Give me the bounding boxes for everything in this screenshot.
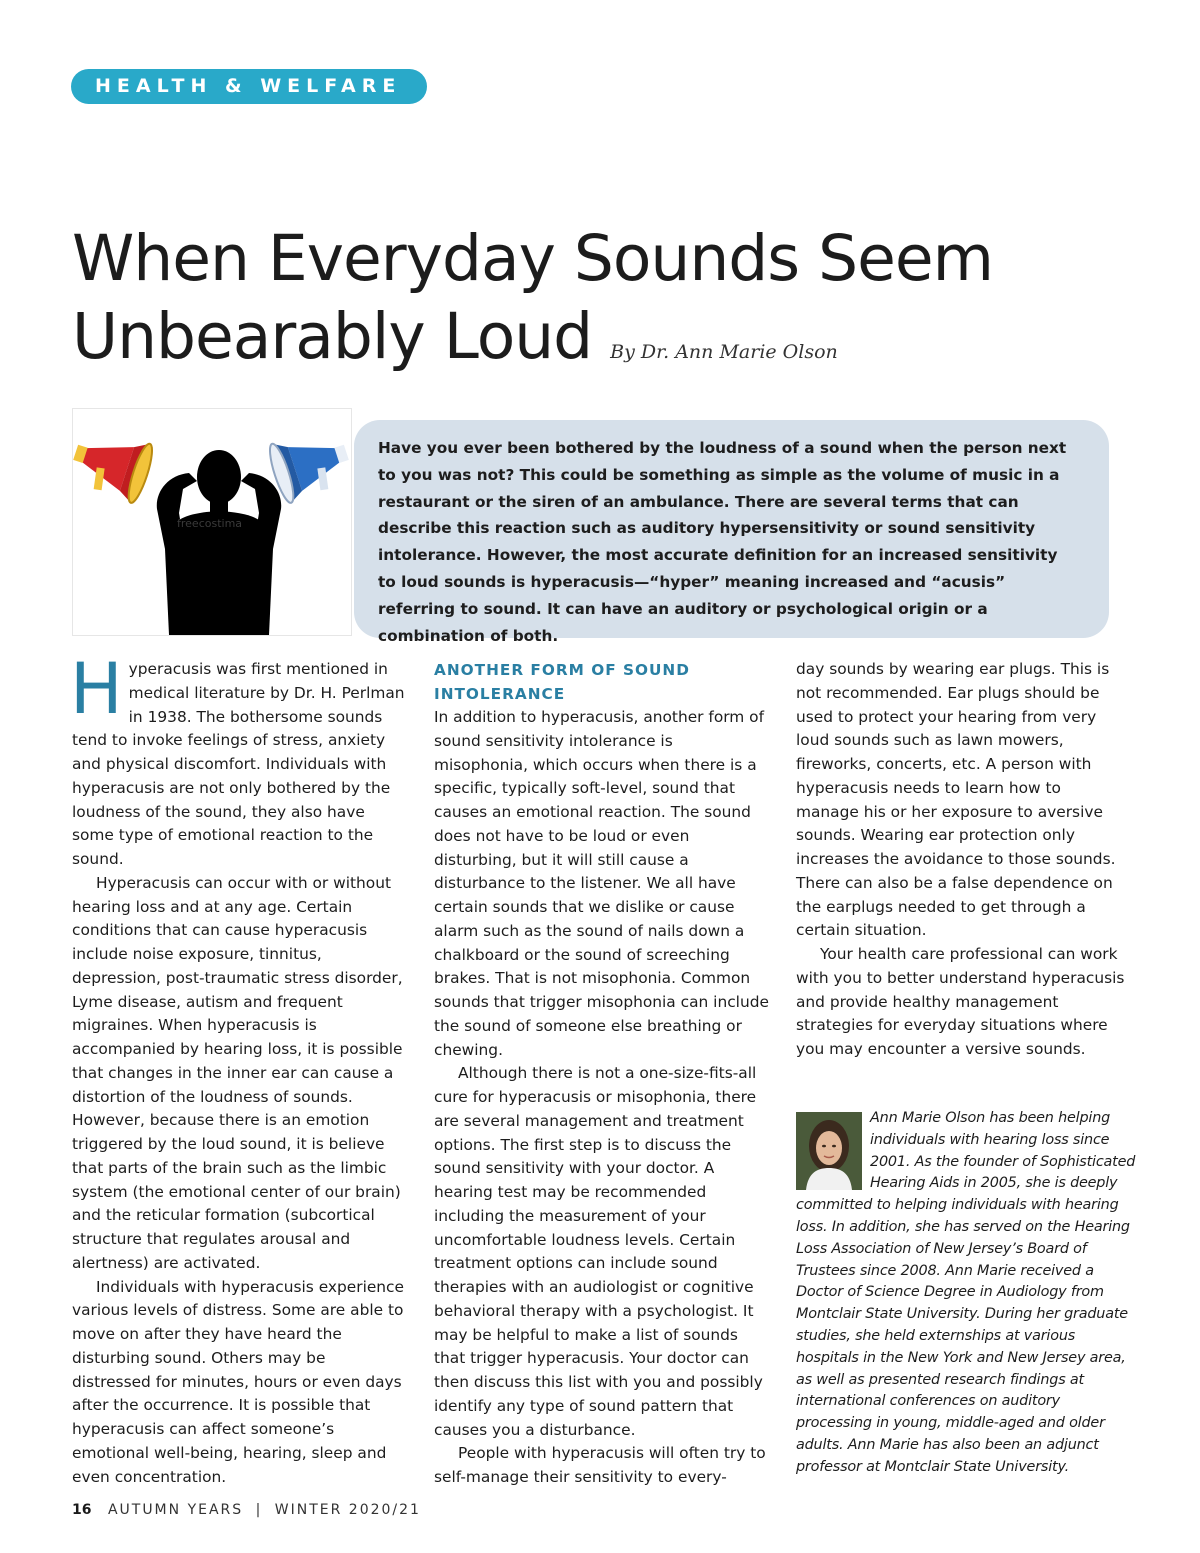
col1-paragraph-2: Hyperacusis can occur with or without hearing loss and at any age. Certain conditions that can cause hyperacusis include noise exposure, tinnitus, depression, post-traumatic stress disorder, Lyme disease, autism and frequent migraines. When hyperacusis is accompanied by hearing loss, it is possible that changes in the inner ear can cause a distortion of the loudness of sounds. However, because there is an emotion triggered by the loud sound, it is believe that parts of the brain such as the limbic system (the emotional center of our brain) and the reticular formation (subcortical structure that regulates arousal and alertness) are activated. [72,873,403,1272]
col2-paragraph-2: Although there is not a one-size-fits-all cure for hyperacusis or misophonia, there are several management and treatment options. The first step is to discuss the sound sensitivity with your doctor. A hearing test may be recommended including the measurement of your uncomfortable loudness levels. Certain treatment options can include sound therapies with an audiologist or cognitive behavioral therapy with a psychologist. It may be helpful to make a list of sounds that trigger hyperacusis. Your doctor can then discuss this list with you and possibly identify any type of sound pattern that causes you a disturbance. [434,1064,763,1439]
page-footer [72,1502,421,1518]
title-line-2 [72,298,1152,391]
col1-paragraph-1-text: yperacusis was first mentioned in medical literature by Dr. H. Perlman in 1938. The bothersome sounds tend to invoke feelings of stress, anxiety and physical discomfort. Individuals with hyperacusis are not only bothered by the loudness of the sound, they also have some type of emotional reaction to the sound. [72,660,405,868]
col1-paragraph-3: Individuals with hyperacusis experience various levels of distress. Some are able to move on after they have heard the disturbing sound. Others may be distressed for minutes, hours or even days after the occurrence. It is possible that hyperacusis can affect someone’s emotional well-being, hearing, sleep and even concentration. [72,1277,404,1486]
intro-callout [354,420,1109,645]
intro-text: Have you ever been bothered by the loudness of a sound when the person next to you was not? This could be something as simple as the volume of music in a restaurant or the siren of an ambulance. There are several terms that can describe this reaction such as auditory hypersensitivity or sound sensitivity intolerance. However, the most accurate definition for an increased sensitivity to loud sounds is hyperacusis—“hyper” meaning increased and “acusis” referring to sound. It can have an auditory or psychological origin or a combination of both. [378,439,1067,645]
hero-image [72,408,352,636]
footer-separator: | [255,1502,263,1518]
col3-paragraph-2: Your health care professional can work with you to better understand hyperacusis and provide healthy management strategies for everyday situations where you may encounter a versive sounds. [796,945,1125,1058]
publication-name: AUTUMN YEARS [107,1502,244,1518]
col1-paragraph-1 [70,648,407,872]
section-subhead: ANOTHER FORM OF SOUND INTOLERANCE [434,661,690,703]
col3-paragraph-1: day sounds by wearing ear plugs. This is not recommended. Ear plugs should be used to protect your hearing from very loud sounds such as lawn mowers, fireworks, concerts, etc. A person with hyperacusis needs to learn how to manage his or her exposure to aversive sounds. Wearing ear protection only increases the avoidance to those sounds. There can also be a false dependence on the earplugs needed to get through a certain situation. [796,660,1116,940]
author-photo [796,1112,862,1190]
column-2 [434,658,770,1490]
column-3 [796,658,1126,1062]
page-number: 16 [72,1502,92,1518]
hero-watermark: freecostima [177,517,243,530]
article-title [72,220,1152,391]
title-line-1: When Everyday Sounds Seem [72,222,993,295]
issue-date: WINTER 2020/21 [274,1502,421,1518]
col2-paragraph-3: People with hyperacusis will often try to self-manage their sensitivity to every- [434,1444,766,1486]
col2-paragraph-1: In addition to hyperacusis, another form of sound sensitivity intolerance is misophonia, which occurs when there is a specific, typically soft-level, sound that causes an emotional reaction. The sound does not have to be loud or even disturbing, but it will still cause a disturbance to the listener. We all have certain sounds that we dislike or cause alarm such as the sound of nails down a chalkboard or the sound of screeching brakes. That is not misophonia. Common sounds that trigger misophonia can include the sound of someone else breathing or chewing. [434,708,769,1059]
byline: By Dr. Ann Marie Olson [610,341,838,363]
title-line-2-text: Unbearably Loud [72,300,593,373]
dropcap: H [70,648,123,730]
author-bio-text: Ann Marie Olson has been helping individuals with hearing loss since 2001. As the founder of Sophisticated Hearing Aids in 2005, she is deeply committed to helping individuals with hearing loss. In addition, she has served on the Hearing Loss Association of New Jersey’s Board of Trustees since 2008. Ann Marie received a Doctor of Science Degree in Audiology from Montclair State University. During her graduate studies, she held externships at various hospitals in the New York and New Jersey area, as well as presented research findings at international conferences on auditory processing in young, middle-aged and older adults. Ann Marie has also been an adjunct professor at Montclair State University. [796,1110,1136,1475]
section-tag: HEALTH & WELFARE [71,69,427,104]
column-1 [70,648,407,1489]
person-covering-ears-megaphones-icon [73,409,351,635]
author-portrait-icon [796,1112,862,1190]
author-bio [796,1108,1136,1479]
